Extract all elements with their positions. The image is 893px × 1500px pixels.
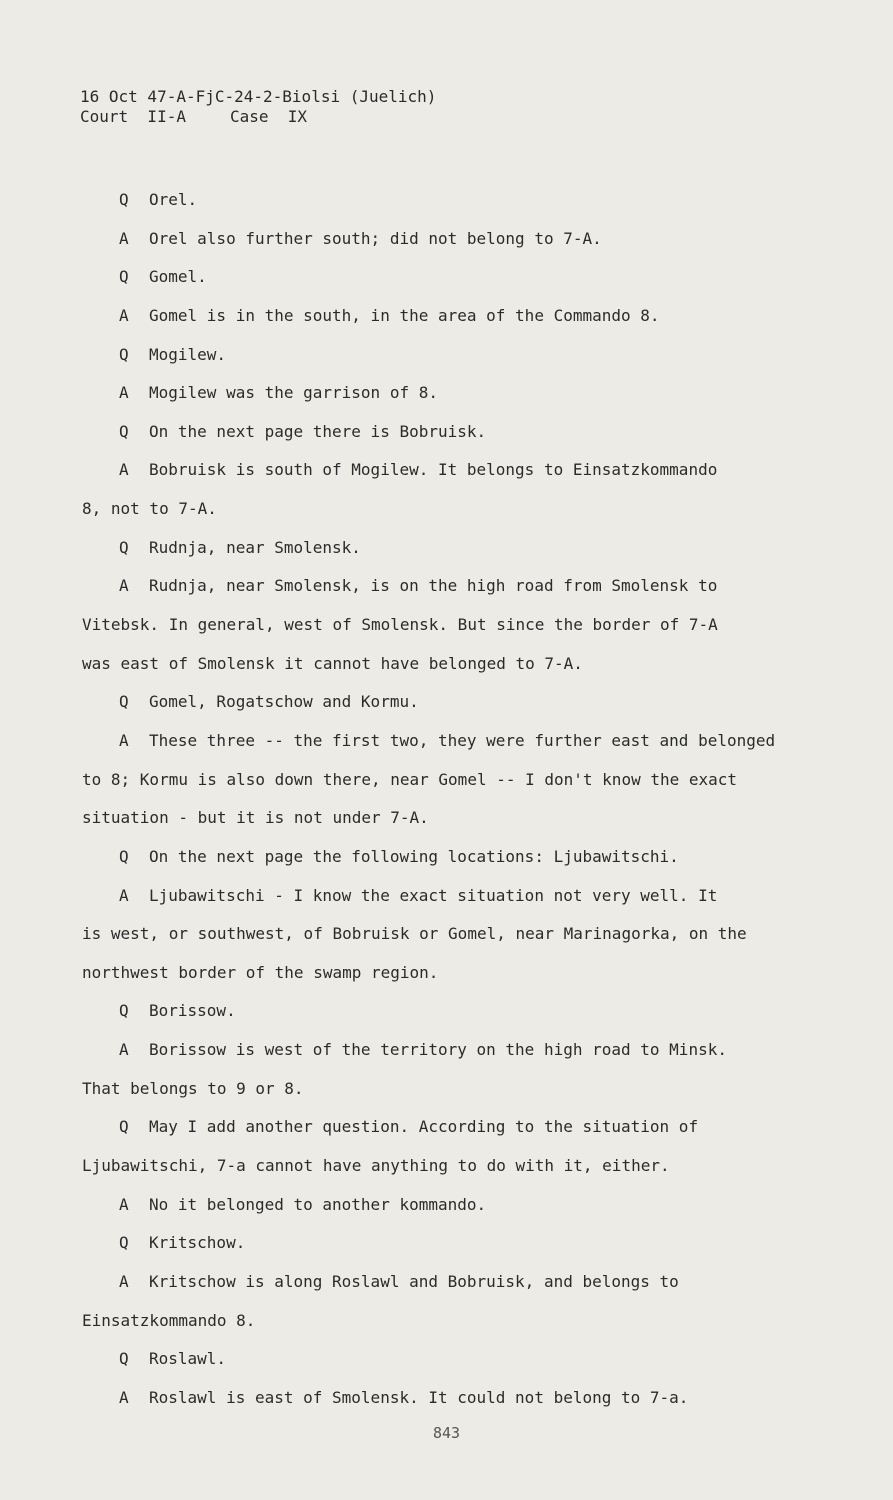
transcript-text: Kritschow is along Roslawl and Bobruisk, and belongs to bbox=[149, 1271, 679, 1291]
document-header bbox=[80, 87, 436, 127]
speaker-q: Q bbox=[119, 537, 129, 557]
transcript-text: Orel also further south; did not belong to 7-A. bbox=[149, 228, 602, 248]
transcript-line bbox=[82, 1108, 802, 1147]
transcript-continuation: That belongs to 9 or 8. bbox=[82, 1078, 304, 1098]
transcript-text: May I add another question. According to the situation of bbox=[149, 1117, 699, 1137]
transcript-text: Mogilew was the garrison of 8. bbox=[149, 383, 438, 403]
speaker-a: A bbox=[119, 305, 129, 325]
transcript-continuation: Einsatzkommando 8. bbox=[82, 1310, 256, 1330]
speaker-q: Q bbox=[119, 190, 129, 209]
transcript-line bbox=[82, 567, 802, 606]
transcript-text: Roslawl is east of Smolensk. It could not belong to 7-a. bbox=[149, 1387, 689, 1407]
transcript-body bbox=[82, 181, 802, 1418]
transcript-text: These three -- the first two, they were further east and belonged bbox=[149, 730, 776, 750]
transcript-line bbox=[82, 297, 802, 336]
transcript-text: Roslawl. bbox=[149, 1349, 227, 1369]
speaker-q: Q bbox=[119, 1349, 129, 1369]
speaker-q: Q bbox=[119, 1233, 129, 1253]
speaker-a: A bbox=[119, 1387, 129, 1407]
transcript-line bbox=[82, 1379, 802, 1418]
transcript-line bbox=[82, 529, 802, 568]
transcript-text: On the next page there is Bobruisk. bbox=[149, 421, 487, 441]
transcript-line bbox=[82, 1340, 802, 1379]
transcript-line bbox=[82, 992, 802, 1031]
transcript-text: Borissow. bbox=[149, 1001, 236, 1021]
transcript-text: On the next page the following locations: Ljubawitschi. bbox=[149, 846, 679, 866]
transcript-line bbox=[82, 451, 802, 490]
transcript-line bbox=[82, 336, 802, 375]
transcript-line bbox=[82, 683, 802, 722]
transcript-line bbox=[82, 258, 802, 297]
speaker-a: A bbox=[119, 460, 129, 480]
transcript-line bbox=[82, 1224, 802, 1263]
speaker-q: Q bbox=[119, 267, 129, 287]
transcript-text: Rudnja, near Smolensk, is on the high road from Smolensk to bbox=[149, 576, 718, 596]
transcript-text: Borissow is west of the territory on the high road to Minsk. bbox=[149, 1040, 727, 1060]
transcript-text: Bobruisk is south of Mogilew. It belongs to Einsatzkommando bbox=[149, 460, 718, 480]
transcript-line bbox=[82, 1031, 802, 1070]
speaker-a: A bbox=[119, 1194, 129, 1214]
speaker-a: A bbox=[119, 885, 129, 905]
speaker-q: Q bbox=[119, 344, 129, 364]
header-line-1: 16 Oct 47-A-FjC-24-2-Biolsi (Juelich) bbox=[80, 87, 437, 106]
transcript-continuation: was east of Smolensk it cannot have belonged to 7-A. bbox=[82, 653, 583, 673]
transcript-line bbox=[82, 722, 802, 761]
speaker-q: Q bbox=[119, 692, 129, 712]
transcript-text: Kritschow. bbox=[149, 1233, 246, 1253]
speaker-q: Q bbox=[119, 1117, 129, 1137]
transcript-text: Mogilew. bbox=[149, 344, 227, 364]
court-label: Court II-A bbox=[80, 107, 186, 126]
transcript-continuation: is west, or southwest, of Bobruisk or Gomel, near Marinagorka, on the bbox=[82, 924, 747, 944]
transcript-continuation: northwest border of the swamp region. bbox=[82, 962, 439, 982]
speaker-a: A bbox=[119, 1271, 129, 1291]
transcript-continuation: Vitebsk. In general, west of Smolensk. But since the border of 7-A bbox=[82, 615, 718, 635]
speaker-q: Q bbox=[119, 846, 129, 866]
transcript-line bbox=[82, 413, 802, 452]
transcript-continuation: Ljubawitschi, 7-a cannot have anything to do with it, either. bbox=[82, 1156, 670, 1176]
transcript-line bbox=[82, 220, 802, 259]
transcript-text: Gomel. bbox=[149, 267, 207, 287]
transcript-text: Rudnja, near Smolensk. bbox=[149, 537, 361, 557]
transcript-continuation: 8, not to 7-A. bbox=[82, 499, 217, 519]
speaker-a: A bbox=[119, 730, 129, 750]
speaker-q: Q bbox=[119, 1001, 129, 1021]
page-number: 843 bbox=[432, 1424, 461, 1442]
transcript-text: Orel. bbox=[149, 190, 198, 209]
transcript-line bbox=[82, 1263, 802, 1302]
header-line-2 bbox=[80, 107, 436, 127]
transcript-line bbox=[82, 1186, 802, 1225]
transcript-text: Ljubawitschi - I know the exact situation not very well. It bbox=[149, 885, 718, 905]
transcript-line bbox=[82, 838, 802, 877]
transcript-continuation: situation - but it is not under 7-A. bbox=[82, 808, 429, 828]
transcript-text: Gomel is in the south, in the area of the Commando 8. bbox=[149, 305, 660, 325]
speaker-q: Q bbox=[119, 421, 129, 441]
speaker-a: A bbox=[119, 1040, 129, 1060]
transcript-line bbox=[82, 181, 802, 220]
transcript-continuation: to 8; Kormu is also down there, near Gomel -- I don't know the exact bbox=[82, 769, 738, 789]
transcript-text: Gomel, Rogatschow and Kormu. bbox=[149, 692, 419, 712]
case-label: Case IX bbox=[230, 107, 308, 126]
speaker-a: A bbox=[119, 228, 129, 248]
speaker-a: A bbox=[119, 383, 129, 403]
transcript-text: No it belonged to another kommando. bbox=[149, 1194, 487, 1214]
transcript-line bbox=[82, 374, 802, 413]
transcript-line bbox=[82, 877, 802, 916]
speaker-a: A bbox=[119, 576, 129, 596]
